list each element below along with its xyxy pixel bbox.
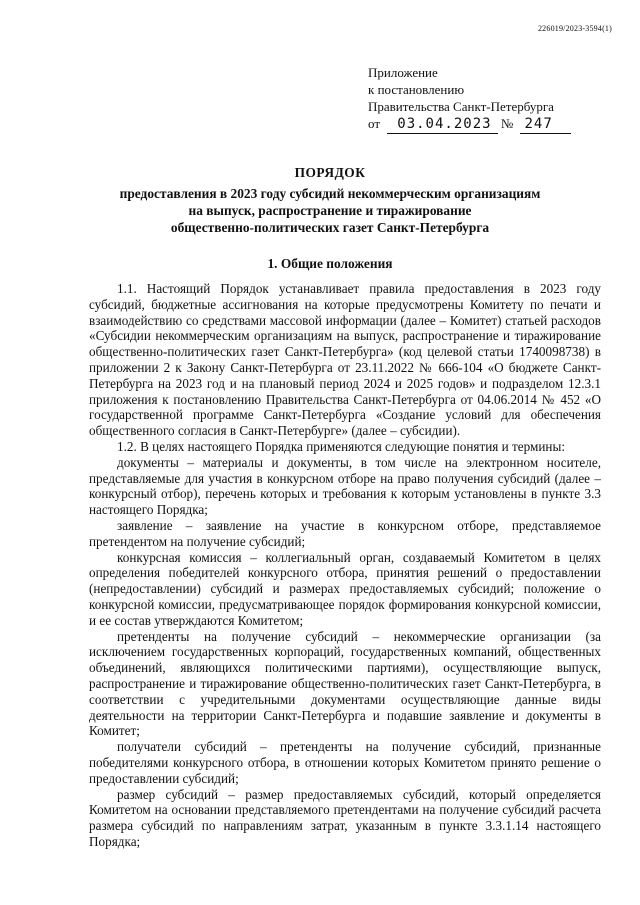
paragraph: размер субсидий – размер предоставляемых субсидий, который определяется Комитетом на основании представляемого претендентами на получение субсидий расчета размера субсидий по направлениям затрат, указанным в пункте 3.3.1.14 настоящего Порядка; <box>89 786 601 849</box>
handwritten-number: 247 <box>520 116 570 134</box>
date-prefix: от <box>368 116 381 131</box>
title-line-2: на выпуск, распространение и тиражирование <box>188 203 472 218</box>
document-id: 226019/2023-3594(1) <box>537 24 612 33</box>
number-prefix: № <box>500 116 514 131</box>
section-heading: 1. Общие положения <box>267 256 393 271</box>
paragraph: 1.1. Настоящий Порядок устанавливает правила предоставления в 2023 году субсидий, бюджетные ассигнования на которые предусмотрены Комитету по печати и взаимодействию со средствами массовой информации (далее – Комитет) статьей расходов «Субсидии некоммерческим организациям на выпуск, распространение и тиражирование общественно-политических газет Санкт-Петербурга» (код целевой статьи 1740098738) в приложении 2 к Закону Санкт-Петербурга от 23.11.2022 № 666-104 «О бюджете Санкт-Петербурга на 2023 год и на плановый период 2024 и 2025 годов» и подразделом 12.3.1 приложения к постановлению Правительства Санкт-Петербурга от 04.06.2014 № 452 «О государственной программе Санкт-Петербурга «Создание условий для обеспечения общественного согласия в Санкт-Петербурге» (далее – субсидии). <box>89 281 601 439</box>
document-title <box>80 164 580 236</box>
title-line-3: общественно-политических газет Санкт-Петербурга <box>170 220 490 235</box>
handwritten-date: 03.04.2023 <box>387 116 497 134</box>
annex-line-3: Правительства Санкт-Петербурга <box>368 99 554 114</box>
document-body <box>89 281 601 850</box>
paragraph: 1.2. В целях настоящего Порядка применяются следующие понятия и термины: <box>117 438 565 454</box>
paragraph: заявление – заявление на участие в конкурсном отборе, представляемое претендентом на получение субсидий; <box>89 517 601 549</box>
title-line-1: предоставления в 2023 году субсидий некоммерческим организациям <box>119 186 541 201</box>
paragraph: документы – материалы и документы, в том числе на электронном носителе, представляемые для участия в конкурсном отборе на право получения субсидий (далее – конкурсный отбор), перечень которых и требования к которым установлены в пункте 3.3 настоящего Порядка; <box>89 454 601 518</box>
annex-date-line <box>368 115 571 134</box>
annex-block <box>368 64 571 134</box>
title-main: ПОРЯДОК <box>294 165 366 180</box>
annex-line-2: к постановлению <box>368 82 465 97</box>
annex-line-1: Приложение <box>368 65 438 80</box>
paragraph: конкурсная комиссия – коллегиальный орган, создаваемый Комитетом в целях определения победителей конкурсного отбора, принятия решений о предоставлении (непредоставлении) субсидий и размерах предоставляемых субсидий; положение о конкурсной комиссии, предусматривающее порядок формирования конкурсной комиссии, и ее состав утверждаются Комитетом; <box>89 549 601 628</box>
paragraph: претенденты на получение субсидий – некоммерческие организации (за исключением государственных корпораций, государственных компаний, общественных объединений, являющихся политическими партиями), осуществляющие выпуск, распространение и тиражирование общественно-политических газет Санкт-Петербурга, в соответствии с учредительными документами осуществляющие данные виды деятельности на территории Санкт-Петербурга и подавшие заявление и документы в Комитет; <box>89 628 601 739</box>
paragraph: получатели субсидий – претенденты на получение субсидий, признанные победителями конкурсного отбора, в отношении которых Комитетом принято решение о предоставлении субсидий; <box>89 739 601 786</box>
